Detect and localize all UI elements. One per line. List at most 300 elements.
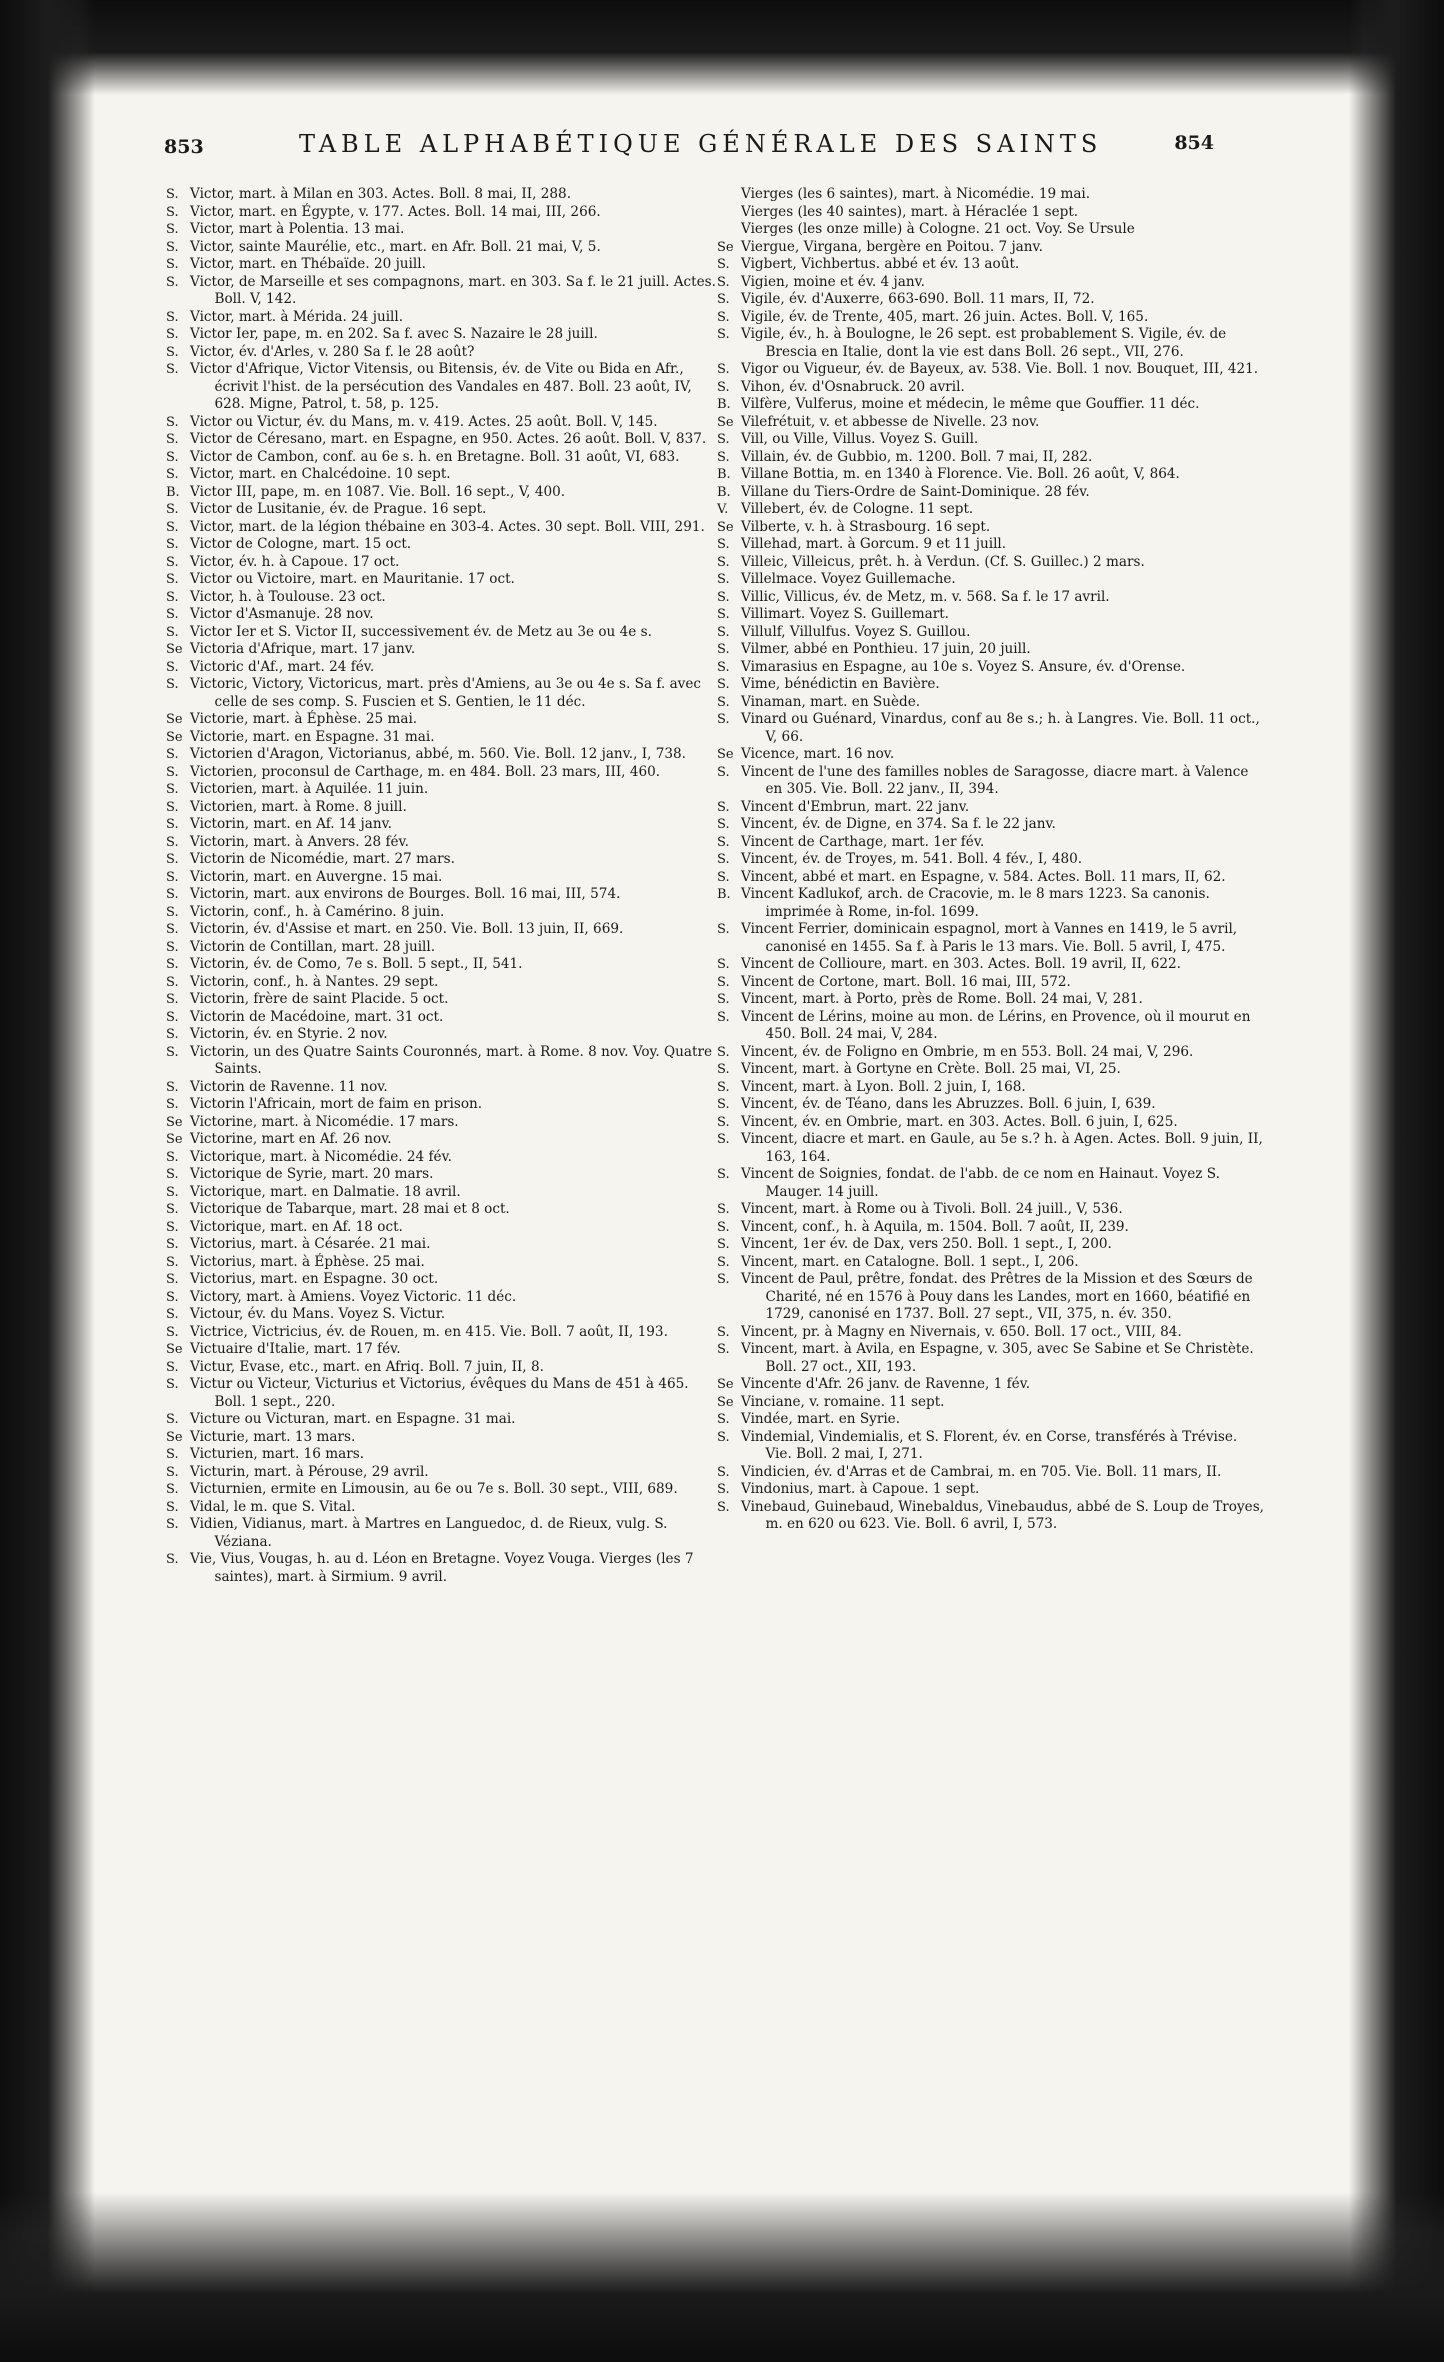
index-entry: [166, 1289, 716, 1307]
index-entry: [166, 589, 716, 607]
index-entry: [166, 449, 716, 467]
entry-prefix: S.: [166, 1359, 179, 1375]
entry-prefix: S.: [717, 1412, 730, 1427]
entry-text: Victorin de Nicomédie, mart. 27 mars.: [190, 851, 455, 867]
index-entry: [717, 466, 1267, 484]
entry-prefix: Se: [166, 642, 183, 657]
entry-text: Victor, év. d'Arles, v. 280 Sa f. le 28 août?: [190, 343, 475, 360]
entry-prefix: S.: [166, 449, 179, 465]
entry-prefix: S.: [166, 204, 179, 220]
entry-prefix: S.: [717, 362, 730, 377]
entry-text: Vincent, mart. à Rome ou à Tivoli. Boll. 24 juill., V, 536.: [741, 1201, 1123, 1217]
entry-text: Victorie, mart. en Espagne. 31 mai.: [190, 728, 435, 745]
entry-text: Vigile, év. d'Auxerre, 663-690. Boll. 11 mars, II, 72.: [741, 291, 1095, 307]
entry-prefix: S.: [717, 379, 730, 395]
entry-text: Vindicien, év. d'Arras et de Cambrai, m. en 705. Vie. Boll. 11 mars, II.: [741, 1463, 1222, 1480]
entry-text: Vierges (les 6 saintes), mart. à Nicomédie. 19 mai.: [741, 186, 1091, 202]
entry-text: Villelmace. Voyez Guillemache.: [741, 571, 956, 587]
index-entry: [166, 1411, 716, 1429]
index-entry: [717, 396, 1267, 414]
entry-prefix: S.: [166, 257, 179, 272]
index-entry: [717, 1044, 1267, 1062]
index-entry: [717, 1096, 1267, 1114]
entry-text: Victoric, Victory, Victoricus, mart. près d'Amiens, au 3e ou 4e s. Sa f. avec celle de ses comp. S. Fuscien et S. Gentien, le 11 déc.: [190, 676, 702, 710]
index-entry: [717, 606, 1267, 624]
right-column: [717, 186, 1267, 1534]
entry-text: Victorin, év. de Como, 7e s. Boll. 5 sept., II, 541.: [190, 956, 523, 972]
index-entry: [166, 711, 716, 729]
entry-prefix: S.: [166, 362, 179, 377]
index-entry: [166, 221, 716, 239]
entry-prefix: S.: [166, 1272, 179, 1287]
index-entry: [717, 1254, 1267, 1272]
entry-prefix: S.: [166, 1237, 179, 1252]
entry-prefix: S.: [166, 799, 179, 815]
index-entry: [166, 466, 716, 484]
index-entry: [717, 186, 1267, 204]
entry-text: Villimart. Voyez S. Guillemart.: [741, 606, 949, 622]
entry-prefix: S.: [717, 992, 730, 1007]
running-header: [164, 130, 1214, 170]
index-entry: [717, 974, 1267, 992]
index-entry: [166, 904, 716, 922]
index-entry: [166, 921, 716, 939]
entry-text: Victuaire d'Italie, mart. 17 fév.: [190, 1341, 401, 1357]
entry-text: Victor III, pape, m. en 1087. Vie. Boll. 16 sept., V, 400.: [190, 483, 566, 500]
entry-text: Victorique, mart. en Af. 18 oct.: [190, 1218, 403, 1235]
index-entry: [717, 501, 1267, 519]
entry-text: Victour, év. du Mans. Voyez S. Victur.: [190, 1306, 446, 1322]
index-entry: [717, 799, 1267, 817]
entry-text: Vincent, mart. à Lyon. Boll. 2 juin, I, 168.: [741, 1078, 1026, 1095]
entry-prefix: S.: [717, 1009, 730, 1025]
entry-prefix: S.: [166, 1324, 179, 1340]
entry-prefix: S.: [717, 694, 730, 710]
index-entry: [717, 764, 1267, 799]
index-entry: [717, 921, 1267, 956]
index-entry: [717, 571, 1267, 589]
entry-text: Victor ou Victoire, mart. en Mauritanie. 17 oct.: [190, 571, 515, 587]
entry-text: Vincent, év. de Foligno en Ombrie, m en 553. Boll. 24 mai, V, 296.: [741, 1043, 1194, 1060]
entry-text: Victorin, mart. en Auvergne. 15 mai.: [190, 868, 443, 885]
entry-text: Victorien, mart. à Aquilée. 11 juin.: [190, 781, 429, 797]
index-entry: [166, 1254, 716, 1272]
entry-prefix: Se: [166, 1132, 183, 1147]
index-entry: [166, 239, 716, 257]
index-entry: [166, 309, 716, 327]
entry-text: Villehad, mart. à Gorcum. 9 et 11 juill.: [741, 536, 1007, 552]
entry-text: Villane du Tiers-Ordre de Saint-Dominique. 28 fév.: [741, 483, 1090, 500]
index-entry: [166, 1026, 716, 1044]
entry-prefix: S.: [166, 239, 179, 255]
entry-text: Vincent, év. de Digne, en 374. Sa f. le 22 janv.: [741, 816, 1056, 832]
entry-text: Vinaman, mart. en Suède.: [741, 693, 921, 710]
index-entry: [717, 431, 1267, 449]
entry-prefix: S.: [717, 327, 730, 342]
entry-text: Victor, mart. à Milan en 303. Actes. Boll. 8 mai, II, 288.: [190, 186, 572, 202]
entry-text: Victorin, conf., h. à Nantes. 29 sept.: [190, 973, 439, 990]
entry-text: Victorique de Syrie, mart. 20 mars.: [190, 1166, 434, 1182]
index-entry: [717, 1481, 1267, 1499]
index-entry: [166, 344, 716, 362]
index-entry: [717, 256, 1267, 274]
entry-text: Victor, mart. de la légion thébaine en 303-4. Actes. 30 sept. Boll. VIII, 291.: [190, 518, 705, 535]
index-entry: [166, 624, 716, 642]
entry-prefix: S.: [166, 747, 179, 762]
index-entry: [717, 1079, 1267, 1097]
entry-text: Vindemial, Vindemialis, et S. Florent, év. en Corse, transférés à Trévise. Vie. Boll. 2 mai, I, 271.: [741, 1428, 1238, 1462]
entry-text: Vincent de l'une des familles nobles de Saragosse, diacre mart. à Valence en 305. Vie. Boll. 22 janv., II, 394.: [741, 763, 1249, 797]
entry-prefix: Se: [166, 1429, 183, 1445]
index-entry: [717, 1411, 1267, 1429]
entry-prefix: B.: [166, 484, 180, 500]
entry-text: Vilfère, Vulferus, moine et médecin, le même que Gouffier. 11 déc.: [741, 396, 1200, 412]
entry-prefix: S.: [166, 782, 179, 797]
entry-text: Victor, mart. en Chalcédoine. 10 sept.: [190, 466, 451, 482]
entry-prefix: S.: [166, 1149, 179, 1165]
entry-prefix: S.: [166, 572, 179, 587]
entry-text: Vincent, conf., h. à Aquila, m. 1504. Boll. 7 août, II, 239.: [741, 1218, 1129, 1235]
entry-text: Vincent, pr. à Magny en Nivernais, v. 650. Boll. 17 oct., VIII, 84.: [741, 1323, 1182, 1340]
entry-text: Victorien, mart. à Rome. 8 juill.: [190, 798, 407, 815]
page-number-left: 853: [164, 136, 204, 158]
entry-prefix: S.: [717, 1272, 730, 1287]
index-entry: [717, 291, 1267, 309]
entry-prefix: S.: [717, 1237, 730, 1252]
scan-border-top: [0, 0, 1444, 95]
index-entry: [717, 1114, 1267, 1132]
index-entry: [717, 1131, 1267, 1166]
entry-prefix: S.: [717, 292, 730, 307]
entry-text: Victor Ier et S. Victor II, successivement év. de Metz au 3e ou 4e s.: [190, 623, 652, 640]
entry-prefix: Se: [717, 239, 734, 255]
entry-text: Victorine, mart en Af. 26 nov.: [190, 1131, 392, 1147]
entry-text: Victure ou Victuran, mart. en Espagne. 31 mai.: [190, 1411, 516, 1427]
entry-text: Vincent, év. de Troyes, m. 541. Boll. 4 fév., I, 480.: [741, 851, 1083, 867]
entry-text: Victor, mart. à Mérida. 24 juill.: [190, 308, 404, 325]
index-entry: [166, 676, 716, 711]
entry-text: Victorin, mart. aux environs de Bourges. Boll. 16 mai, III, 574.: [190, 886, 621, 902]
entry-text: Villebert, év. de Cologne. 11 sept.: [741, 501, 974, 517]
entry-text: Vidal, le m. que S. Vital.: [190, 1498, 356, 1515]
entry-text: Vincent, mart. à Gortyne en Crète. Boll. 25 mai, VI, 25.: [741, 1061, 1121, 1077]
index-entry: [166, 834, 716, 852]
entry-prefix: S.: [166, 1219, 179, 1235]
index-entry: [717, 361, 1267, 379]
entry-text: Vinciane, v. romaine. 11 sept.: [741, 1393, 945, 1410]
entry-text: Vincent, mart. en Catalogne. Boll. 1 sept., I, 206.: [741, 1253, 1079, 1270]
entry-prefix: S.: [717, 1079, 730, 1095]
entry-text: Victorius, mart. en Espagne. 30 oct.: [190, 1271, 439, 1287]
entry-prefix: S.: [166, 817, 179, 832]
entry-prefix: Se: [717, 519, 734, 535]
entry-prefix: S.: [166, 1097, 179, 1112]
entry-prefix: S.: [717, 624, 730, 640]
entry-prefix: S.: [717, 852, 730, 867]
entry-prefix: S.: [166, 344, 179, 360]
entry-text: Victorie, mart. à Éphèse. 25 mai.: [190, 711, 418, 727]
entry-text: Victorien, proconsul de Carthage, m. en 484. Boll. 23 mars, III, 460.: [190, 763, 661, 780]
entry-prefix: S.: [166, 992, 179, 1007]
entry-prefix: S.: [166, 887, 179, 902]
entry-prefix: S.: [166, 327, 179, 342]
entry-prefix: S.: [717, 677, 730, 692]
index-entry: [166, 1429, 716, 1447]
entry-prefix: S.: [717, 257, 730, 272]
entry-text: Victor, év. h. à Capoue. 17 oct.: [190, 553, 400, 570]
entry-text: Victor, mart. en Égypte, v. 177. Actes. Boll. 14 mai, III, 266.: [190, 203, 601, 220]
entry-prefix: S.: [166, 607, 179, 622]
index-entry: [166, 1166, 716, 1184]
entry-text: Victor d'Afrique, Victor Vitensis, ou Bitensis, év. de Vite ou Bida en Afr., écrivit l'hist. de la persécution des Vandales en 487. Boll. 23 août, IV, 628. Migne, Patrol, t. 58, p. 125.: [190, 361, 692, 412]
entry-prefix: S.: [717, 957, 730, 972]
index-entry: [717, 239, 1267, 257]
index-entry: [166, 1446, 716, 1464]
entry-prefix: Se: [166, 729, 183, 745]
entry-text: Victor de Cambon, conf. au 6e s. h. en Bretagne. Boll. 31 août, VI, 683.: [190, 448, 680, 465]
index-entry: [717, 694, 1267, 712]
entry-text: Vihon, év. d'Osnabruck. 20 avril.: [741, 378, 965, 395]
entry-prefix: S.: [717, 1167, 730, 1182]
entry-prefix: S.: [166, 869, 179, 885]
index-entry: [166, 659, 716, 677]
index-entry: [717, 1464, 1267, 1482]
entry-text: Victor, mart à Polentia. 13 mai.: [190, 221, 405, 237]
entry-prefix: S.: [717, 1482, 730, 1497]
index-entry: [166, 1114, 716, 1132]
entry-text: Victor, h. à Toulouse. 23 oct.: [190, 588, 386, 605]
index-entry: [717, 834, 1267, 852]
index-entry: [166, 956, 716, 974]
entry-prefix: Se: [166, 1114, 183, 1130]
index-entry: [717, 536, 1267, 554]
index-entry: [166, 326, 716, 344]
index-entry: [717, 274, 1267, 292]
index-entry: [166, 1341, 716, 1359]
entry-prefix: Se: [166, 1342, 183, 1357]
entry-text: Victor, mart. en Thébaïde. 20 juill.: [190, 256, 426, 272]
entry-text: Vincent, abbé et mart. en Espagne, v. 584. Actes. Boll. 11 mars, II, 62.: [741, 868, 1226, 885]
entry-prefix: Se: [717, 747, 734, 762]
entry-text: Victurie, mart. 13 mars.: [190, 1428, 356, 1445]
entry-prefix: S.: [717, 274, 730, 290]
entry-text: Victorique, mart. en Dalmatie. 18 avril.: [190, 1183, 461, 1200]
entry-text: Victor Ier, pape, m. en 202. Sa f. avec S. Nazaire le 28 juill.: [190, 326, 598, 342]
entry-text: Victorin, frère de saint Placide. 5 oct.: [190, 991, 449, 1007]
entry-prefix: S.: [717, 432, 730, 447]
entry-prefix: S.: [166, 624, 179, 640]
index-entry: [717, 676, 1267, 694]
entry-prefix: S.: [717, 572, 730, 587]
entry-prefix: B.: [717, 887, 731, 902]
entry-prefix: S.: [717, 1202, 730, 1217]
index-entry: [166, 1079, 716, 1097]
entry-prefix: Se: [717, 414, 734, 430]
entry-prefix: S.: [166, 1044, 179, 1060]
entry-text: Vilberte, v. h. à Strasbourg. 16 sept.: [741, 518, 991, 535]
index-entry: [166, 1499, 716, 1517]
index-entry: [717, 746, 1267, 764]
index-entry: [166, 1201, 716, 1219]
entry-prefix: S.: [166, 834, 179, 850]
index-entry: [166, 361, 716, 414]
index-entry: [166, 729, 716, 747]
entry-prefix: S.: [166, 432, 179, 447]
entry-text: Vimarasius en Espagne, au 10e s. Voyez S. Ansure, év. d'Orense.: [741, 658, 1186, 675]
entry-text: Victorique, mart. à Nicomédie. 24 fév.: [190, 1148, 452, 1165]
entry-text: Victrice, Victricius, év. de Rouen, m. en 415. Vie. Boll. 7 août, II, 193.: [190, 1323, 668, 1340]
entry-text: Vincent, diacre et mart. en Gaule, au 5e s.? h. à Agen. Actes. Boll. 9 juin, II, 163, 164.: [741, 1131, 1263, 1165]
index-entry: [166, 1184, 716, 1202]
entry-text: Victorius, mart. à Césarée. 21 mai.: [190, 1236, 431, 1252]
index-entry: [166, 501, 716, 519]
entry-prefix: S.: [166, 904, 179, 920]
entry-text: Victor de Cologne, mart. 15 oct.: [190, 536, 412, 552]
entry-text: Victorin, mart. en Af. 14 janv.: [190, 816, 392, 832]
entry-text: Victurin, mart. à Pérouse, 29 avril.: [190, 1463, 429, 1480]
entry-prefix: S.: [166, 502, 179, 517]
entry-prefix: Se: [717, 1394, 734, 1410]
entry-text: Vicence, mart. 16 nov.: [741, 746, 895, 762]
entry-text: Victurien, mart. 16 mars.: [190, 1446, 365, 1462]
entry-prefix: S.: [717, 537, 730, 552]
entry-prefix: S.: [717, 1499, 730, 1515]
entry-text: Vincent de Paul, prêtre, fondat. des Prêtres de la Mission et des Sœurs de Charité, né en 1576 à Pouy dans les Landes, mort en 1660, béatifié en 1729, canonisé en 1737. Boll. 27 sept., VII, 375, n. év. 350.: [741, 1271, 1253, 1322]
entry-text: Vincent de Lérins, moine au mon. de Lérins, en Provence, où il mourut en 450. Boll. 24 mai, V, 284.: [741, 1008, 1251, 1042]
entry-prefix: S.: [166, 222, 179, 237]
index-entry: [166, 1044, 716, 1079]
entry-text: Victorin l'Africain, mort de faim en prison.: [190, 1096, 483, 1112]
index-entry: [166, 256, 716, 274]
entry-prefix: S.: [166, 589, 179, 605]
entry-prefix: S.: [166, 467, 179, 482]
index-entry: [717, 1166, 1267, 1201]
entry-text: Victor de Céresano, mart. en Espagne, en 950. Actes. 26 août. Boll. V, 837.: [190, 431, 707, 447]
index-entry: [717, 449, 1267, 467]
entry-prefix: S.: [717, 974, 730, 990]
index-entry: [717, 711, 1267, 746]
entry-text: Vincent de Cortone, mart. Boll. 16 mai, III, 572.: [741, 973, 1071, 990]
entry-prefix: S.: [166, 974, 179, 990]
entry-text: Victoria d'Afrique, mart. 17 janv.: [190, 641, 416, 657]
entry-prefix: S.: [717, 1097, 730, 1112]
entry-prefix: S.: [166, 1027, 179, 1042]
index-entry: [166, 536, 716, 554]
index-entry: [717, 519, 1267, 537]
entry-text: Vindonius, mart. à Capoue. 1 sept.: [741, 1481, 980, 1497]
entry-prefix: S.: [717, 834, 730, 850]
entry-text: Vigien, moine et év. 4 janv.: [741, 273, 925, 290]
index-entry: [717, 869, 1267, 887]
entry-prefix: S.: [717, 554, 730, 570]
entry-prefix: S.: [717, 799, 730, 815]
index-entry: [166, 571, 716, 589]
index-entry: [166, 1481, 716, 1499]
index-entry: [717, 956, 1267, 974]
entry-text: Vincent de Collioure, mart. en 303. Actes. Boll. 19 avril, II, 622.: [741, 956, 1181, 972]
entry-text: Victorin, mart. à Anvers. 28 fév.: [190, 833, 409, 850]
index-entry: [166, 414, 716, 432]
entry-text: Victorien d'Aragon, Victorianus, abbé, m. 560. Vie. Boll. 12 janv., I, 738.: [190, 746, 686, 762]
entry-prefix: S.: [166, 1482, 179, 1497]
index-entry: [166, 1219, 716, 1237]
entry-prefix: S.: [717, 1062, 730, 1077]
entry-prefix: S.: [166, 677, 179, 692]
scan-border-right: [1349, 0, 1444, 2362]
entry-text: Villulf, Villulfus. Voyez S. Guillou.: [741, 623, 971, 640]
entry-text: Vincent de Carthage, mart. 1er fév.: [741, 833, 985, 850]
index-entry: [717, 1219, 1267, 1237]
entry-text: Victor d'Asmanuje. 28 nov.: [190, 606, 374, 622]
index-entry: [166, 204, 716, 222]
entry-prefix: S.: [166, 1377, 179, 1392]
entry-text: Victor, sainte Maurélie, etc., mart. en Afr. Boll. 21 mai, V, 5.: [190, 238, 601, 255]
entry-prefix: S.: [717, 1429, 730, 1445]
entry-text: Vigile, év., h. à Boulogne, le 26 sept. est probablement S. Vigile, év. de Brescia en Italie, dont la vie est dans Boll. 26 sept., VII, 276.: [741, 326, 1227, 360]
index-entry: [717, 1236, 1267, 1254]
entry-text: Victorin, év. en Styrie. 2 nov.: [190, 1026, 388, 1042]
entry-prefix: S.: [717, 1044, 730, 1060]
index-entry: [166, 991, 716, 1009]
entry-text: Vincent, mart. à Porto, près de Rome. Boll. 24 mai, V, 281.: [741, 991, 1143, 1007]
entry-prefix: S.: [717, 1464, 730, 1480]
index-entry: [166, 431, 716, 449]
entry-prefix: S.: [717, 589, 730, 605]
entry-text: Vierges (les 40 saintes), mart. à Héraclée 1 sept.: [741, 203, 1079, 220]
entry-prefix: S.: [717, 1324, 730, 1340]
entry-prefix: S.: [166, 1499, 179, 1515]
index-entry: [166, 641, 716, 659]
index-entry: [717, 624, 1267, 642]
entry-text: Victor de Lusitanie, év. de Prague. 16 sept.: [190, 501, 487, 517]
entry-prefix: Se: [717, 1377, 734, 1392]
entry-prefix: S.: [166, 659, 179, 675]
scan-border-left: [0, 0, 95, 2362]
index-entry: [166, 851, 716, 869]
index-entry: [166, 554, 716, 572]
index-entry: [166, 1464, 716, 1482]
index-entry: [166, 1516, 716, 1551]
entry-text: Vilmer, abbé en Ponthieu. 17 juin, 20 juill.: [741, 641, 1031, 657]
entry-prefix: B.: [717, 397, 731, 412]
entry-prefix: V.: [717, 502, 729, 517]
index-entry: [717, 851, 1267, 869]
entry-prefix: S.: [166, 922, 179, 937]
entry-text: Victorin, év. d'Assise et mart. en 250. Vie. Boll. 13 juin, II, 669.: [190, 921, 624, 937]
index-entry: [166, 1324, 716, 1342]
entry-prefix: S.: [166, 519, 179, 535]
index-entry: [717, 379, 1267, 397]
entry-text: Vincent, év. de Téano, dans les Abruzzes. Boll. 6 juin, I, 639.: [741, 1096, 1156, 1112]
entry-text: Vigbert, Vichbertus. abbé et év. 13 août.: [741, 256, 1020, 272]
index-entry: [166, 1359, 716, 1377]
entry-prefix: S.: [166, 1167, 179, 1182]
index-entry: [717, 221, 1267, 239]
entry-text: Vilefrétuit, v. et abbesse de Nivelle. 23 nov.: [741, 413, 1040, 430]
index-entry: [166, 606, 716, 624]
index-entry: [166, 764, 716, 782]
index-entry: [166, 816, 716, 834]
index-entry: [717, 1201, 1267, 1219]
index-entry: [166, 799, 716, 817]
entry-text: Villain, év. de Gubbio, m. 1200. Boll. 7 mai, II, 282.: [741, 448, 1093, 465]
entry-text: Villane Bottia, m. en 1340 à Florence. Vie. Boll. 26 août, V, 864.: [741, 466, 1180, 482]
entry-prefix: S.: [717, 309, 730, 325]
index-entry: [717, 309, 1267, 327]
entry-prefix: S.: [717, 817, 730, 832]
entry-text: Victorine, mart. à Nicomédie. 17 mars.: [190, 1113, 459, 1130]
index-entry: [166, 974, 716, 992]
